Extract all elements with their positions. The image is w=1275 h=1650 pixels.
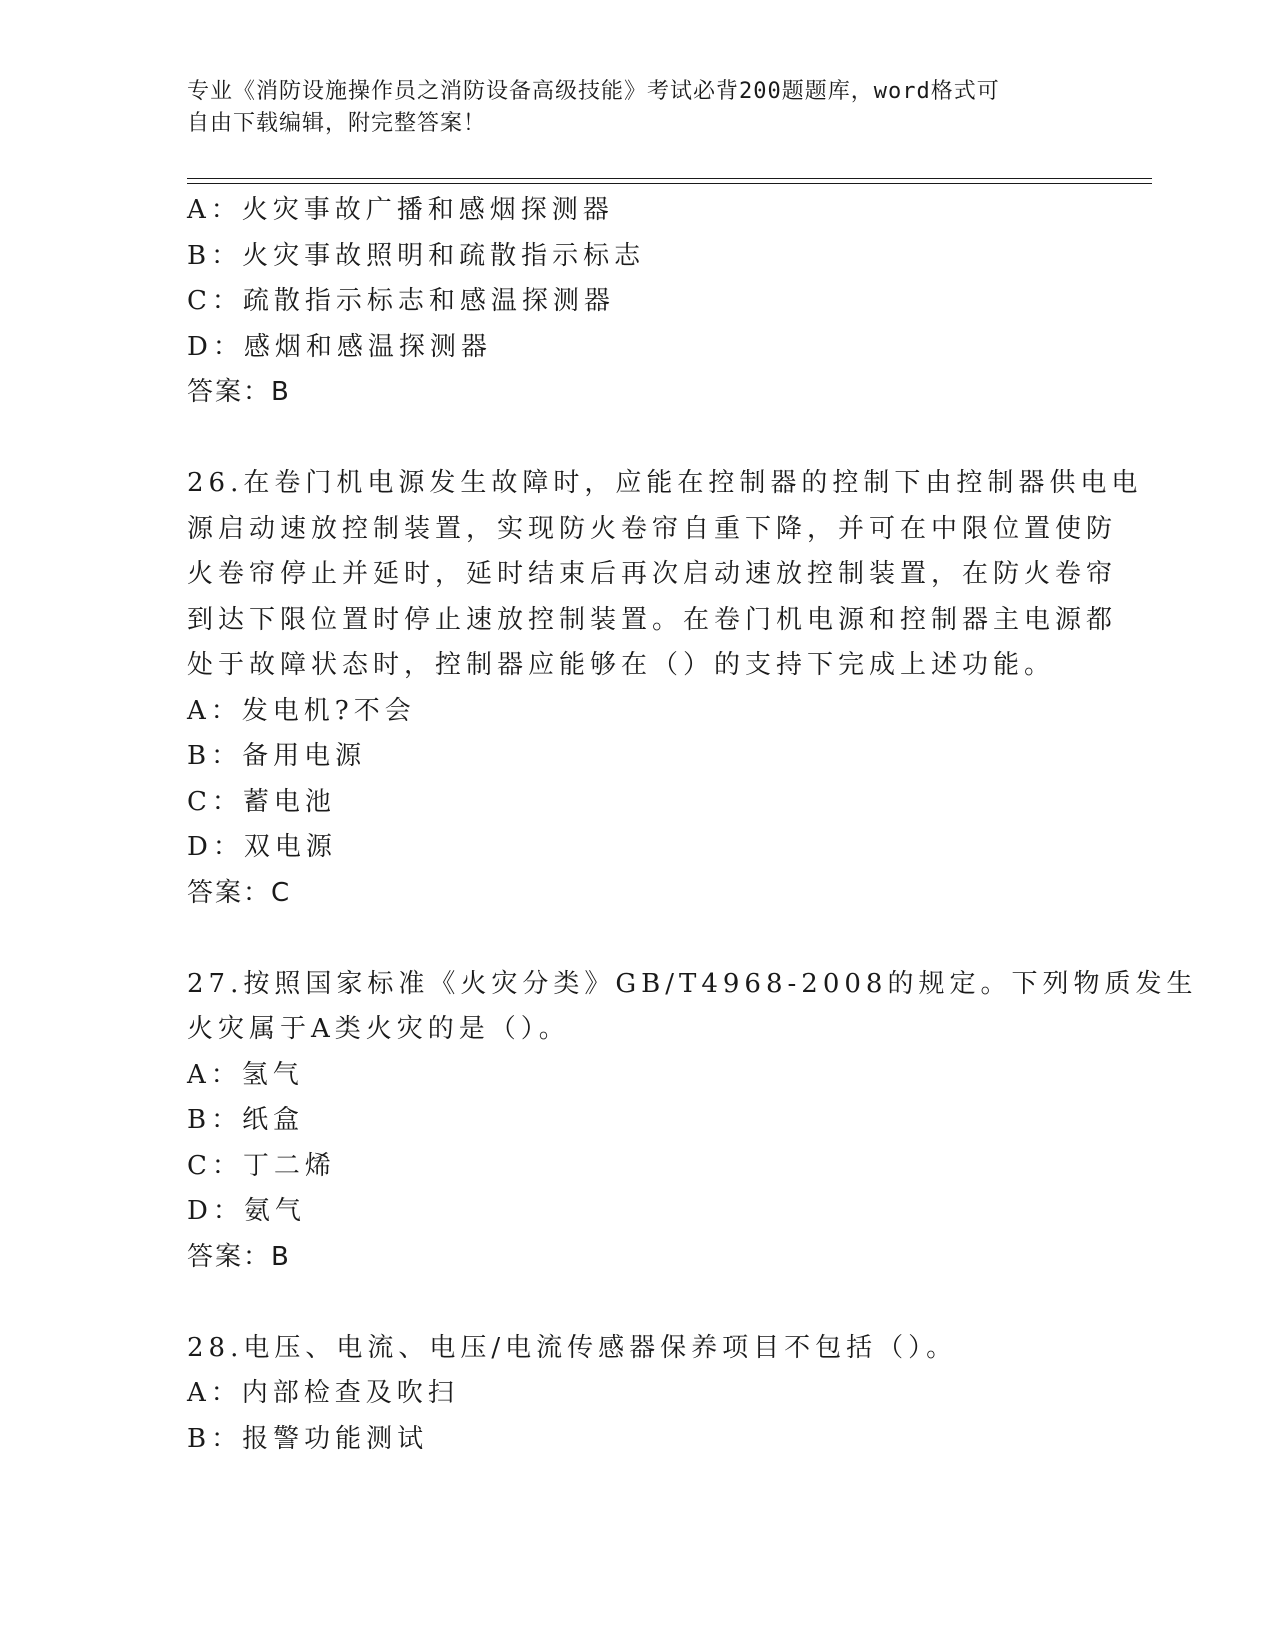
option-d: D：感烟和感温探测器 — [187, 331, 492, 362]
question-stem-line: 27.按照国家标准《火灾分类》GB/T4968-2008的规定。下列物质发生 — [187, 968, 1198, 999]
question-stem-line: 火灾属于A类火灾的是（）。 — [187, 1014, 570, 1044]
question-28 — [187, 1326, 1087, 1463]
question-stem-line: 源启动速放控制装置，实现防火卷帘自重下降，并可在中限位置使防 — [187, 513, 1118, 544]
option-b: B：报警功能测试 — [187, 1423, 429, 1454]
question-stem-line: 28.电压、电流、电压/电流传感器保养项目不包括（）。 — [187, 1332, 958, 1363]
question-26 — [187, 461, 1143, 916]
option-d: D：双电源 — [187, 832, 337, 862]
question-stem-line: 处于故障状态时，控制器应能够在（）的支持下完成上述功能。 — [187, 650, 1056, 680]
option-b: B：火灾事故照明和疏散指示标志 — [187, 240, 646, 271]
question-25 — [187, 188, 1087, 416]
header-line-1: 专业《消防设施操作员之消防设备高级技能》考试必背200题题库，word格式可 — [187, 79, 1000, 104]
option-d: D：氨气 — [187, 1196, 306, 1226]
option-c: C：丁二烯 — [187, 1150, 336, 1181]
spacer — [187, 416, 1087, 462]
question-list — [187, 188, 1198, 1462]
option-c: C：疏散指示标志和感温探测器 — [187, 286, 615, 316]
question-stem-line: 26.在卷门机电源发生故障时，应能在控制器的控制下由控制器供电电 — [187, 468, 1143, 498]
question-stem-line: 火卷帘停止并延时，延时结束后再次启动速放控制装置，在防火卷帘 — [187, 559, 1118, 589]
option-b: B：备用电源 — [187, 741, 367, 771]
answer-line: 答案：C — [187, 877, 292, 908]
question-stem-line: 到达下限位置时停止速放控制装置。在卷门机电源和控制器主电源都 — [187, 604, 1118, 635]
answer-line: 答案：B — [187, 377, 291, 407]
spacer — [187, 1280, 1087, 1326]
spacer — [187, 916, 1087, 962]
option-c: C：蓄电池 — [187, 786, 336, 817]
option-a: A：氢气 — [187, 1059, 304, 1090]
header-divider-top — [187, 178, 1152, 179]
header-line-2: 自由下载编辑，附完整答案！ — [187, 111, 487, 136]
option-a: A：发电机?不会 — [187, 695, 416, 726]
header-divider-bottom — [187, 183, 1152, 184]
option-a: A：内部检查及吹扫 — [187, 1378, 459, 1408]
document-header — [187, 76, 1067, 140]
option-a: A：火灾事故广播和感烟探测器 — [187, 195, 614, 225]
question-27 — [187, 962, 1198, 1281]
option-b: B：纸盒 — [187, 1105, 305, 1135]
answer-line: 答案：B — [187, 1241, 291, 1272]
